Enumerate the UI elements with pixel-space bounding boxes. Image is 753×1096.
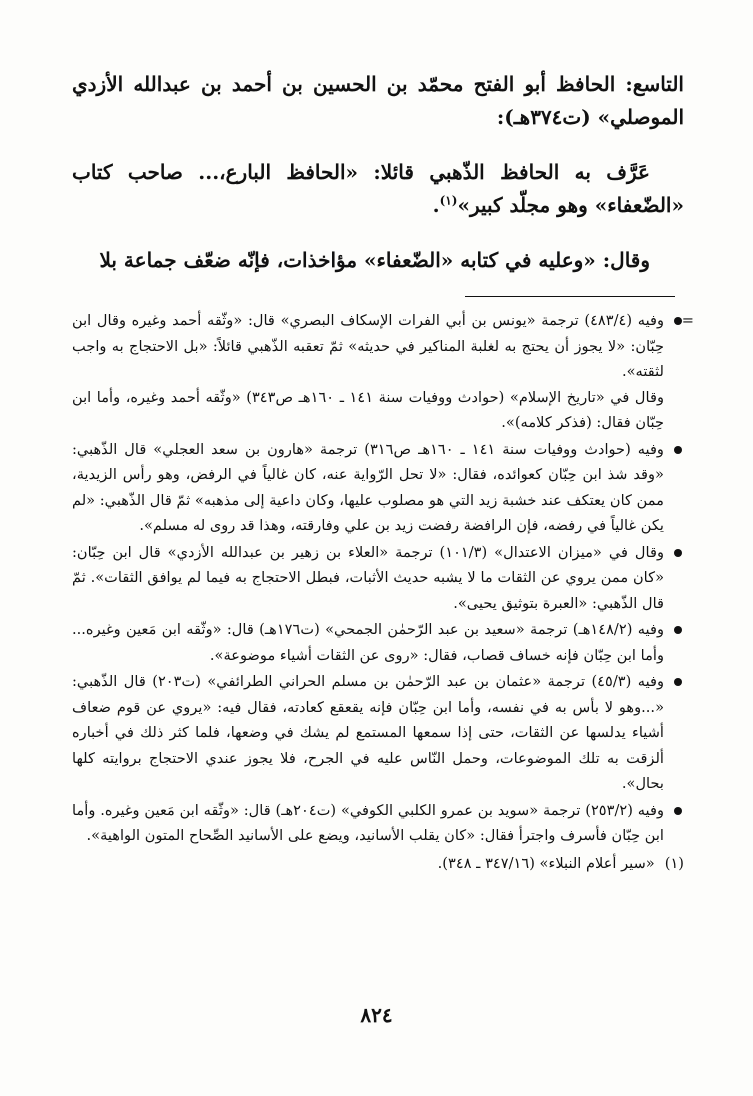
note-item [72, 798, 684, 849]
footnote-divider [465, 296, 675, 297]
bullet-icon [674, 446, 682, 454]
note-text: وقال في «تاريخ الإسلام» (حوادث ووفيات سنة ١٤١ ـ ١٦٠هـ ص٣٤٣) «وثّقه أحمد وغيره، وأما ابن حِبّان فقال: (فذكر كلامه)». [72, 388, 664, 431]
paragraph-dhahabi-quote [72, 244, 684, 277]
note-item [72, 669, 684, 797]
footnote-text: «سير أعلام النبلاء» (٣٤٧/١٦ ـ ٣٤٨). [437, 854, 655, 872]
page-number: ٨٢٤ [360, 1003, 393, 1027]
continuation-marker: = [681, 312, 694, 329]
note-text: وقال في «ميزان الاعتدال» (١٠١/٣) ترجمة «العلاء بن زهير بن عبدالله الأزدي» قال ابن حِبّان: «كان ممن يروي عن الثقات ما لا يشبه حديث الأثبات، فبطل الاحتجاج به فيما لم يوافق الثقات». ثمّ قال الذّهبي: «العبرة بتوثيق يحيى». [72, 543, 664, 612]
note-text: وفيه (٤٥/٣) ترجمة «عثمان بن عبد الرّحمٰن بن مسلم الحراني الطرائفي» (ت٢٠٣) قال الذّهبي: «...وهو لا بأس به في نفسه، وأما ابن حِبّان فإنه يقعقع كعادته، فقال فيه: «يروي عن قوم ضعاف أشياء يدلسها عن الثقات، حتى إذا سمعها المستمع لم يشك في وضعها، فلما كثر ذلك في أخباره ألزقت به تلك الموضوعات، وحمل النّاس عليه في الجرح، فلا يجوز عندي الاحتجاج بروايته كلها بحال». [72, 673, 664, 792]
footnote-1 [72, 851, 684, 877]
paragraph-ninth [72, 68, 684, 134]
ninth-text: الحافظ أبو الفتح محمّد بن الحسين بن أحمد بن عبدالله الأزدي الموصلي» (ت٣٧٤هـ): [72, 72, 684, 129]
main-text [72, 68, 684, 277]
note-item [72, 437, 684, 539]
bullet-icon [674, 626, 682, 634]
bullet-icon [674, 317, 682, 325]
ninth-label: التاسع: [625, 72, 684, 96]
bullet-icon [674, 678, 682, 686]
paragraph-dhahabi-intro [72, 156, 684, 222]
dhahabi-intro-end: . [432, 193, 440, 217]
note-item [72, 308, 694, 436]
footnote-ref-1[interactable]: (١) [439, 193, 458, 208]
bullet-icon [674, 807, 682, 815]
note-text: وفيه (٤٨٣/٤) ترجمة «يونس بن أبي الفرات الإسكاف البصري» قال: «وثّقه أحمد وغيره وقال ابن حِبّان: «لا يجوز أن يحتج به لغلبة المناكير في حديثه» ثمّ تعقبه الذّهبي قائلاً: «بل الاحتجاج به واجب لثقته». [72, 312, 664, 380]
note-text: وفيه (١٤٨/٢هـ) ترجمة «سعيد بن عبد الرّحمٰن الجمحي» (ت١٧٦هـ) قال: «وثّقه ابن مَعين وغيره... وأما ابن حِبّان فإنه خساف قصاب، فقال: «روى عن الثقات أشياء موضوعة». [72, 621, 664, 664]
note-text: وفيه (٢٥٣/٢) ترجمة «سويد بن عمرو الكلبي الكوفي» (ت٢٠٤هـ) قال: «وثّقه ابن مَعين وغيره. وأما ابن حِبّان فأسرف واجترأ فقال: «كان يقلب الأسانيد، ويضع على الأسانيد الصِّحاح المتون الواهية». [72, 801, 664, 844]
footnote-number: (١) [664, 854, 684, 872]
dhahabi-quote-text: وقال: «وعليه في كتابه «الضّعفاء» مؤاخذات، فإنّه ضعّف جماعة بلا [99, 248, 650, 272]
bullet-icon [674, 549, 682, 557]
note-item [72, 617, 684, 668]
note-text: وفيه (حوادث ووفيات سنة ١٤١ ـ ١٦٠هـ ص٣١٦) ترجمة «هارون بن سعد العجلي» قال الذّهبي: «وقد شذ ابن حِبّان كعوائده، فقال: «لا تحل الرّواية عنه، كان غالياً في الرفض، وهو رأس الزيدية، ممن كان يعتكف عند خشبة زيد التي هو مصلوب عليها، وكان داعية إلى مذهبه» ثمّ قال الذّهبي: «لم يكن غالياً في رفضه، فإن الرافضة رفضت زيد بن علي وفارقته، وهذا قد روى له مسلم». [72, 440, 664, 534]
footnotes [72, 308, 694, 876]
dhahabi-intro-text: عَرَّف به الحافظ الذّهبي قائلا: «الحافظ البارع،... صاحب كتاب «الضّعفاء» وهو مجلّد كبير» [72, 160, 684, 217]
note-item [72, 540, 684, 617]
